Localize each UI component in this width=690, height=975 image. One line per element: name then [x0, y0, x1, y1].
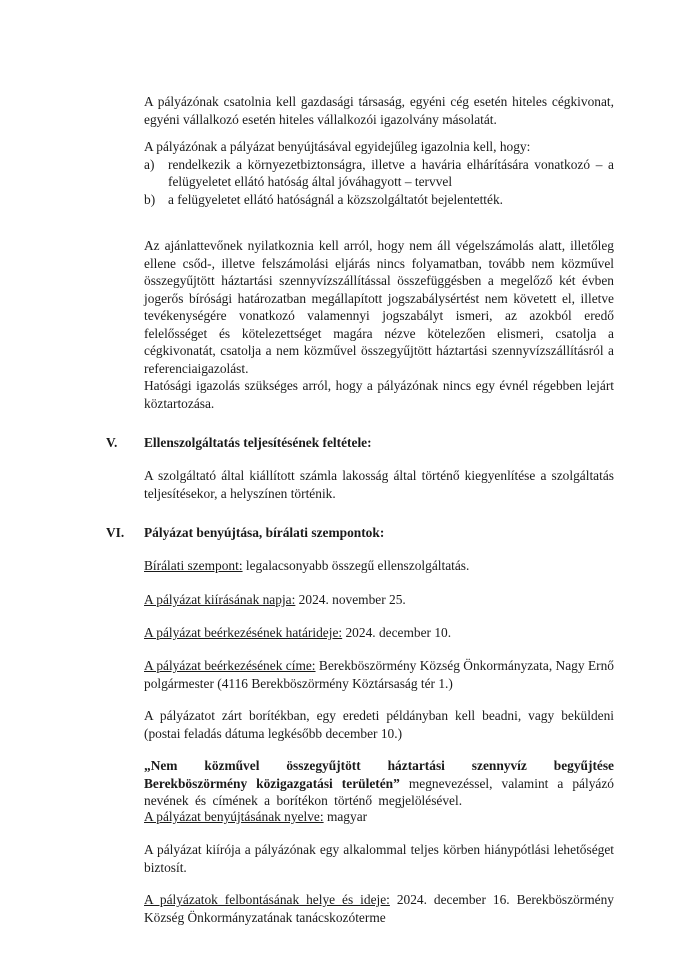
announcement-date-label: A pályázat kiírásának napja:	[144, 592, 296, 607]
criteria-label: Bírálati szempont:	[144, 558, 243, 573]
criteria-line	[144, 557, 614, 575]
list-item-label: b)	[144, 191, 156, 207]
certification-block	[144, 138, 614, 208]
correction-opportunity: A pályázat kiírója a pályázónak egy alkalommal teljes körben hiánypótlási lehetőséget biztosít.	[144, 842, 614, 875]
envelope-marking	[144, 757, 614, 810]
opening-line	[144, 891, 614, 926]
section-title-v: Ellenszolgáltatás teljesítésének feltétele:	[144, 435, 372, 450]
announcement-date-line	[144, 591, 614, 609]
submission-instructions: A pályázatot zárt borítékban, egy eredeti példányban kell beadni, vagy beküldeni (postai feladás dátuma legkésőbb december 10.)	[144, 708, 614, 741]
envelope-rest: megnevezéssel, valamint a pályázó nevének és címének a borítékon történő megjelölésével.	[144, 775, 614, 808]
deadline-label: A pályázat beérkezésének határideje:	[144, 625, 343, 640]
list-item-text: a felügyeletet ellátó hatóságnál a közszolgáltatót bejelentették.	[168, 191, 503, 207]
opening-value: 2024. december 16. Berekböszörmény Község Önkormányzatának tanácskozóterme	[144, 892, 614, 925]
list-item	[144, 191, 614, 209]
section-title-vi: Pályázat benyújtása, bírálati szempontok:	[144, 525, 385, 540]
address-value: Berekböszörmény Község Önkormányzata, Nagy Ernő polgármester (4116 Berekböszörmény Köztársaság tér 1.)	[144, 658, 614, 691]
criteria-value: legalacsonyabb összegű ellenszolgáltatás.	[242, 558, 470, 573]
announcement-date-value: 2024. november 25.	[295, 592, 406, 607]
language-value: magyar	[323, 809, 368, 824]
list-item	[144, 156, 614, 191]
section-number-vi: VI.	[106, 525, 125, 540]
list-item-label: a)	[144, 156, 155, 172]
address-line	[144, 657, 614, 692]
section-number-v: V.	[106, 435, 118, 450]
opening-label: A pályázatok felbontásának helye és ideje:	[144, 892, 390, 907]
list-item-text: rendelkezik a környezetbiztonságra, illetve a havária elhárítására vonatkozó – a felügyeletet ellátó hatóság által jóváhagyott – tervvel	[168, 156, 614, 189]
language-label: A pályázat benyújtásának nyelve:	[144, 809, 324, 824]
envelope-title: „Nem közművel összegyűjtött háztartási szennyvíz begyűjtése Berekböszörmény közigazgatási területén”	[144, 758, 614, 791]
section-v-text: A szolgáltató által kiállított számla lakosság által történő kiegyenlítése a szolgáltatás teljesítésekor, a helyszínen történik.	[144, 468, 614, 501]
paragraph-bidder-declaration: Az ajánlattevőnek nyilatkoznia kell arról, hogy nem áll végelszámolás alatt, illetőleg ellene csőd-, illetve felszámolási eljárás nincs folyamatban, tovább nem közművel összegyűjtött háztartási szennyvízszállítással összefüggésben a megelőző két évben jogerős bírósági határozatban megállapított jogszabálysértést nem követett el, illetve tevékenységére vonatkozó valamennyi jogszabályt ismeri, az azokból eredő felelősséget és kötelezettséget magára nézve kötelezően elismeri, csatolja a cégkivonatát, csatolja a nem közművel összegyűjtött háztartási szennyvízszállításról a referenciaigazolást.	[144, 238, 614, 376]
deadline-line	[144, 624, 614, 642]
deadline-value: 2024. december 10.	[342, 625, 452, 640]
certification-list	[144, 156, 614, 209]
language-line	[144, 808, 614, 826]
address-label: A pályázat beérkezésének címe:	[144, 658, 316, 673]
paragraph-company-docs: A pályázónak csatolnia kell gazdasági társaság, egyéni cég esetén hiteles cégkivonat, egyéni vállalkozó esetén hiteles vállalkozói igazolvány másolatát.	[144, 94, 614, 127]
certification-intro: A pályázónak a pályázat benyújtásával egyidejűleg igazolnia kell, hogy:	[144, 139, 531, 154]
paragraph-authority-certificate: Hatósági igazolás szükséges arról, hogy a pályázónak nincs egy évnél régebben lejárt köztartozása.	[144, 378, 614, 411]
